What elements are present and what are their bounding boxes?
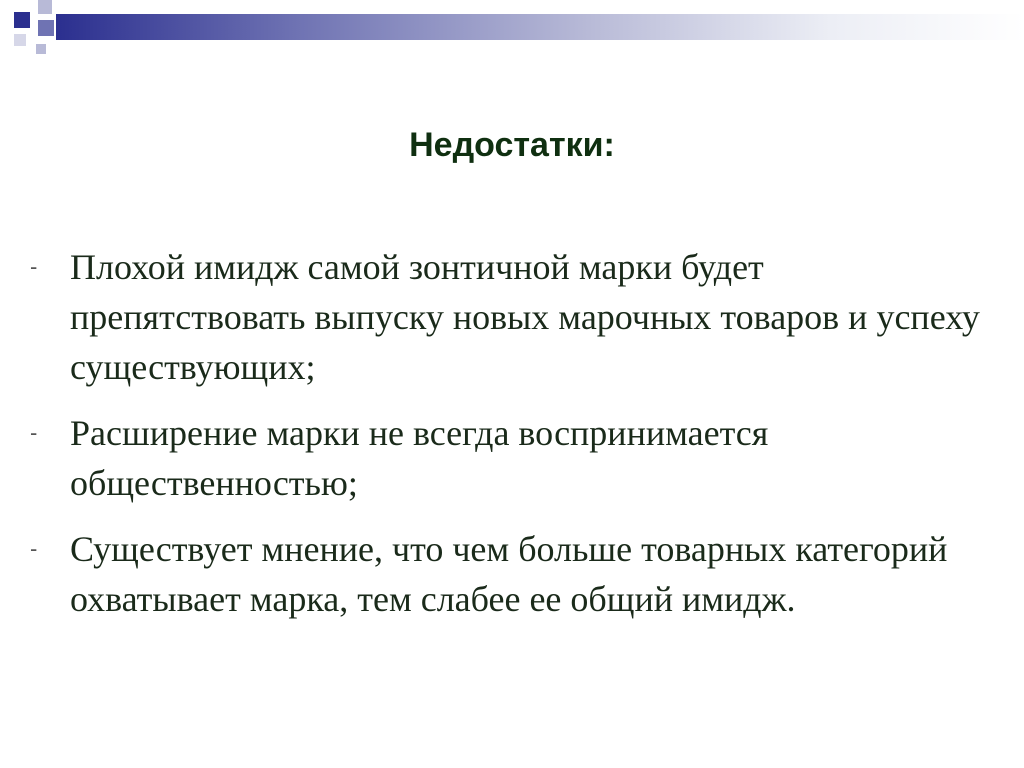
bullet-dash-icon: - xyxy=(30,536,38,561)
bullet-text: Расширение марки не всегда воспринимается общественностью; xyxy=(70,413,769,503)
header-square-icon xyxy=(38,0,52,14)
header-square-icon xyxy=(36,44,46,54)
list-item xyxy=(30,242,990,392)
header-square-icon xyxy=(14,34,26,46)
bullet-text: Плохой имидж самой зонтичной марки будет препятствовать выпуску новых марочных товаров и успеху существующих; xyxy=(70,247,980,387)
list-item xyxy=(30,524,990,624)
list-item xyxy=(30,408,990,508)
header-square-icon xyxy=(14,12,30,28)
bullet-text: Существует мнение, что чем больше товарных категорий охватывает марка, тем слабее ее общий имидж. xyxy=(70,529,948,619)
header-square-icon xyxy=(38,20,54,36)
bullet-list xyxy=(30,242,990,640)
header-gradient-band xyxy=(56,14,1024,40)
slide-title: Недостатки: xyxy=(409,126,615,164)
header-decoration xyxy=(0,0,1024,60)
bullet-dash-icon: - xyxy=(30,254,38,279)
bullet-dash-icon: - xyxy=(30,420,38,445)
